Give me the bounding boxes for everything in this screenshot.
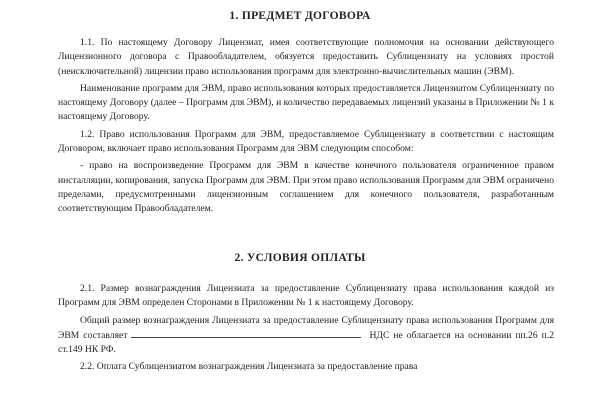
clause-1-1: 1.1. По настоящему Договору Лицензиат, имея соответствующие полномочия на основании действующего Лицензионного договора с Правообладателем, обязуется предоставить Сублицензиату на условиях простой (неисключительной) лицензии право использования программ для электронно-вычислительных машин (ЭВМ).	[58, 37, 554, 77]
programs-paragraph: Наименование программ для ЭВМ, право использования которых предоставляется Лицензиатом Сублицензиату по настоящему Договору (далее – Программ для ЭВМ), и количество передаваемых лицензий указаны в Приложении № 1 к настоящему Договору.	[58, 82, 554, 123]
fee-blank-line	[131, 328, 361, 338]
clause-2-1: 2.1. Размер вознаграждения Лицензиата за предоставление Сублицензиату права использования каждой из Программ для ЭВМ определен Сторонами в Приложении № 1 к настоящему Договору.	[58, 283, 554, 309]
total-fee-text: Общий размер вознаграждения Лицензиата за предоставление Сублицензиату права использования Программ для ЭВМ составляет	[58, 314, 554, 341]
tax-code-reference: пп.26 п.2 ст.149 НК РФ.	[58, 329, 554, 356]
total-fee-paragraph	[58, 314, 554, 358]
section-2-body	[58, 282, 554, 378]
section-2-heading: 2. УСЛОВИЯ ОПЛАТЫ	[234, 252, 366, 264]
clause-1-2: 1.2. Право использования Программ для ЭВМ, предоставляемое Сублицензиату в соответствии с настоящим Договором, включает право использования Программ для ЭВМ следующим способом:	[58, 128, 554, 155]
clause-2-2: 2.2. Оплата Сублицензиатом вознаграждения Лицензиата за предоставление права	[80, 361, 418, 373]
section-1-heading: 1. ПРЕДМЕТ ДОГОВОРА	[229, 10, 371, 22]
section-1-body	[58, 36, 554, 220]
vat-text: НДС не облагается на основании	[369, 329, 512, 341]
usage-right-item: - право на воспроизведение Программ для ЭВМ в качестве конечного пользователя ограниченное правом инсталляции, копирования, запуска Программ для ЭВМ. При этом право использования Программ для ЭВМ ограничено пределами, предусмотренными лицензионным соглашением для конечного пользователя, разработанным соответствующим Правообладателем.	[58, 160, 554, 215]
